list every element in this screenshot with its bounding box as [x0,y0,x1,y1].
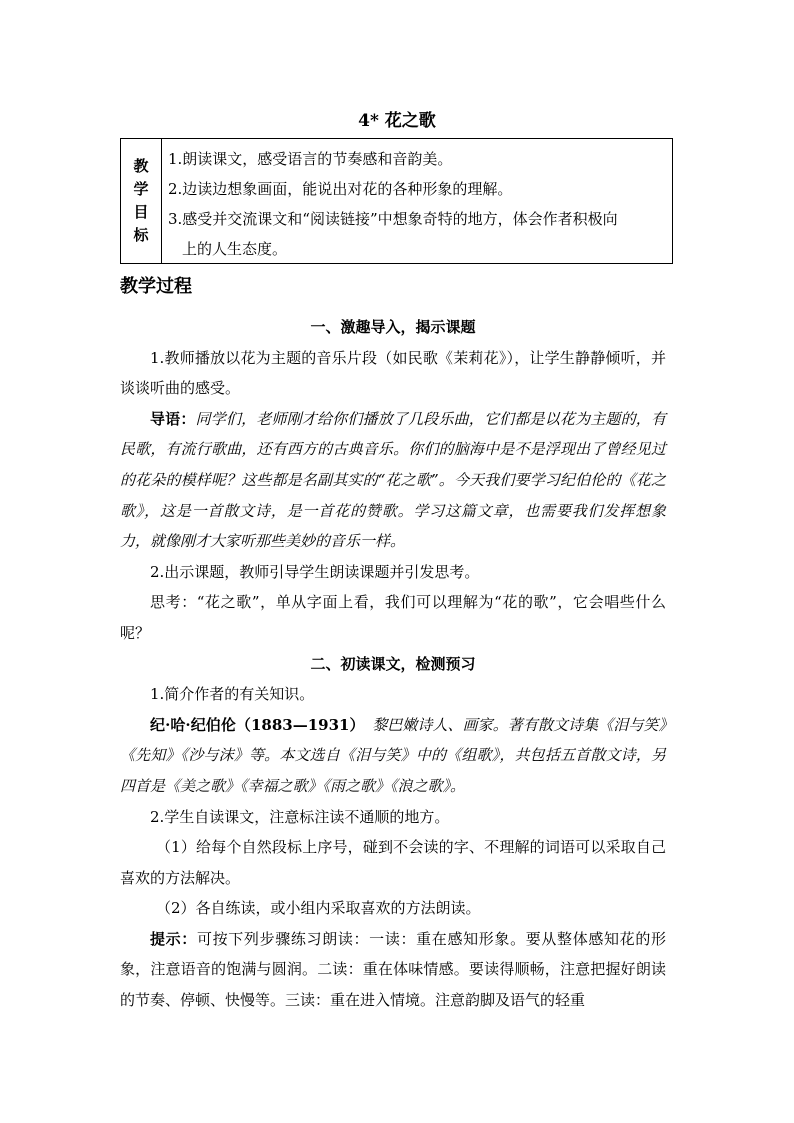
paragraph: （2）各自练读，或小组内采取喜欢的方法朗读。 [156,899,481,918]
author-label: 纪·哈·纪伯伦（1883—1931） [150,715,358,734]
section-heading: 二、初读课文，检测预习 [310,654,476,673]
goals-label-char: 教 [133,157,149,175]
author-text: 黎巴嫩诗人、画家。著有散文诗集《泪与笑》《先知》《沙与沫》等。本文选自《泪与笑》中的《组歌》，共包括五首散文诗，另四首是《美之歌》《幸福之歌》《雨之歌》《浪之歌》。 [120,715,666,795]
author-paragraph [120,710,666,802]
tip-paragraph [120,924,666,1016]
goals-label-char: 标 [133,226,149,244]
paragraph: 1.教师播放以花为主题的音乐片段（如民歌《茉莉花》），让学生静静倾听，并谈谈听曲的感受。 [120,348,666,398]
paragraph: 思考：“花之歌”，单从字面上看，我们可以理解为“花的歌”，它会唱些什么呢？ [120,593,666,642]
guide-text: 同学们，老师刚才给你们播放了几段乐曲，它们都是以花为主题的，有民歌，有流行歌曲，还有西方的古典音乐。你们的脑海中是不是浮现出了曾经见过的花朵的模样呢？这些都是名副其实的“花之歌”。今天我们要学习纪伯伦的《花之歌》，这是一首散文诗，是一首花的赞歌。学习这篇文章，也需要我们发挥想象力，就像刚才大家听那些美妙的音乐一样。 [120,409,666,551]
paragraph: 2.出示课题，教师引导学生朗读课题并引发思考。 [150,562,480,581]
guide-paragraph [120,404,666,557]
goal-item: 1.朗读课文，感受语言的节奏感和音韵美。 [168,150,453,168]
goal-item-continuation: 上的人生态度。 [182,240,288,258]
section-heading: 一、激趣导入，揭示课题 [310,318,476,336]
teaching-goals-table [120,138,673,264]
lesson-content [120,312,666,1016]
tip-label: 提示： [150,929,197,948]
tip-text: 可按下列步骤练习朗读：一读：重在感知形象。要从整体感知花的形象，注意语音的饱满与圆润。二读：重在体味情感。要读得顺畅，注意把握好朗读的节奏、停顿、快慢等。三读：重在进入情境。注意韵脚及语气的轻重 [120,929,666,1010]
goal-item: 2.边读边想象画面，能说出对花的各种形象的理解。 [168,180,513,198]
lesson-title: 4* 花之歌 [358,111,436,131]
guide-label: 导语： [150,409,196,428]
paragraph: 2.学生自读课文，注意标注读不通顺的地方。 [150,807,450,826]
goals-list [162,139,672,263]
goals-label-char: 目 [133,203,149,221]
goals-label [121,139,162,263]
goals-label-char: 学 [133,180,149,198]
process-heading: 教学过程 [120,276,192,297]
paragraph: 1.简介作者的有关知识。 [150,685,315,704]
goal-item: 3.感受并交流课文和“阅读链接”中想象奇特的地方，体会作者积极向 [168,210,618,228]
paragraph: （1）给每个自然段标上序号，碰到不会读的字、不理解的词语可以采取自己喜欢的方法解决。 [120,838,666,887]
